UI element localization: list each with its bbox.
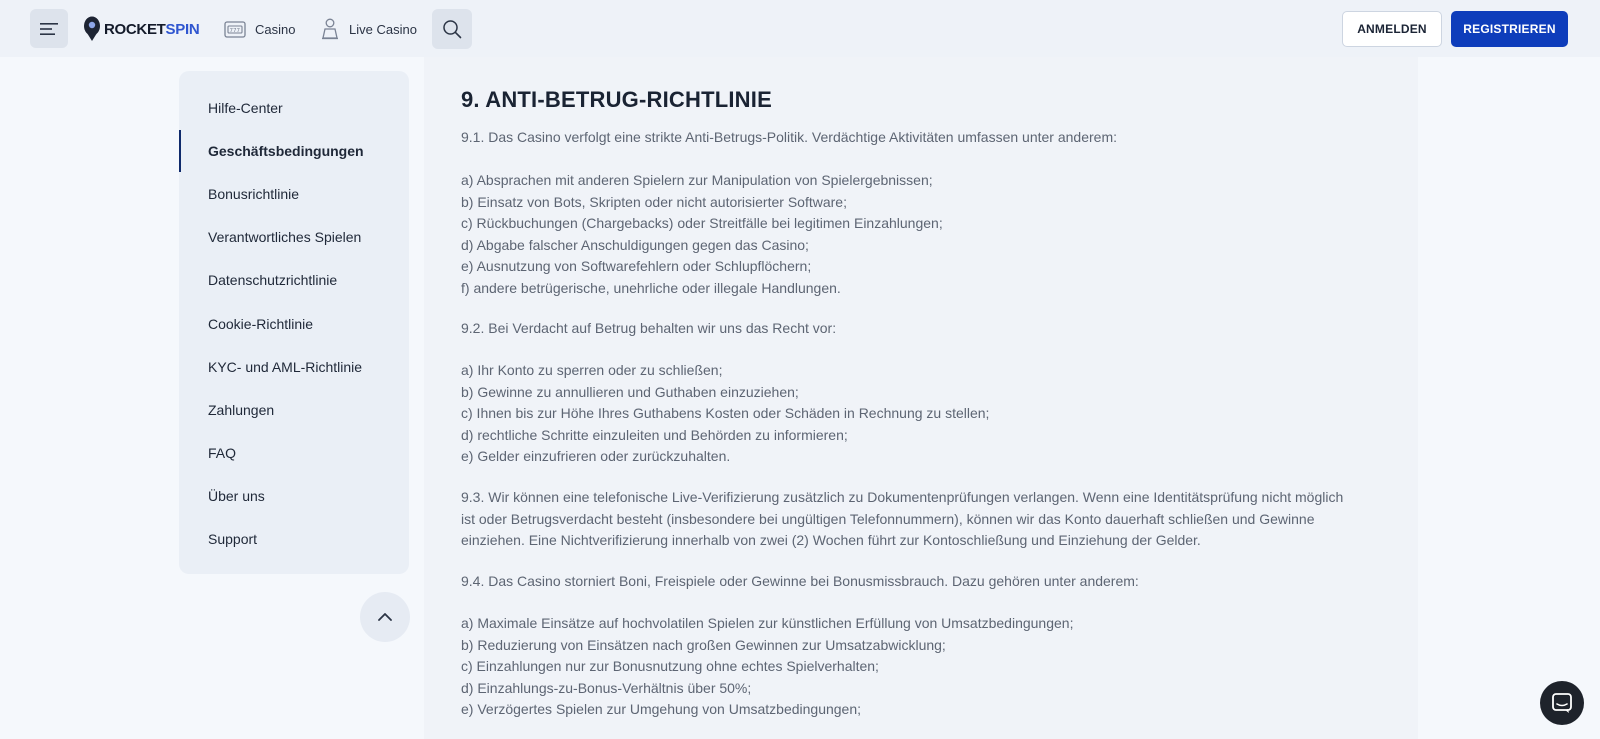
list-item: e) Ausnutzung von Softwarefehlern oder Schlupflöchern;: [461, 258, 812, 274]
terms-content: [424, 57, 1418, 739]
top-header: [0, 0, 1600, 57]
list-item: e) Gelder einzufrieren oder zurückzuhalten.: [461, 448, 731, 464]
help-sidebar: [179, 71, 409, 574]
list-item: b) Einsatz von Bots, Skripten oder nicht autorisierter Software;: [461, 193, 847, 210]
list-item: b) Gewinne zu annullieren und Guthaben einzuziehen;: [461, 383, 799, 400]
sidebar-item-faq[interactable]: FAQ: [208, 445, 237, 461]
list-9-1: [461, 170, 1371, 299]
sidebar-item-ueber-uns[interactable]: Über uns: [208, 488, 265, 504]
nav-casino[interactable]: [224, 16, 295, 42]
paragraph-9-2: [461, 318, 1371, 340]
chevron-up-icon: [377, 612, 393, 622]
search-icon: [442, 19, 462, 39]
chat-icon: [1551, 692, 1573, 714]
list-item: d) Einzahlungs-zu-Bonus-Verhältnis über 50%;: [461, 679, 752, 696]
login-button[interactable]: ANMELDEN: [1342, 11, 1442, 47]
paragraph-text: 9.4. Das Casino storniert Boni, Freispiele oder Gewinne bei Bonusmissbrauch. Dazu gehören unter anderem:: [461, 573, 1139, 589]
brand-name: ROCKETSPIN: [104, 20, 200, 38]
sidebar-item-bonusrichtlinie[interactable]: Bonusrichtlinie: [208, 186, 300, 202]
list-item: c) Ihnen bis zur Höhe Ihres Guthabens Kosten oder Schäden in Rechnung zu stellen;: [461, 405, 990, 421]
list-item: a) Absprachen mit anderen Spielern zur Manipulation von Spielergebnissen;: [461, 172, 933, 188]
paragraph-9-4: [461, 571, 1371, 593]
list-item: c) Rückbuchungen (Chargebacks) oder Streitfälle bei legitimen Einzahlungen;: [461, 215, 943, 231]
sidebar-item-kyc-aml[interactable]: KYC- und AML-Richtlinie: [208, 359, 363, 375]
scroll-to-top-button[interactable]: [360, 592, 410, 642]
menu-icon: [40, 22, 58, 36]
svg-text:777: 777: [229, 27, 240, 34]
paragraph-text: 9.1. Das Casino verfolgt eine strikte Anti-Betrugs-Politik. Verdächtige Aktivitäten umfassen unter anderem:: [461, 129, 1117, 145]
nav-casino-label: Casino: [255, 21, 296, 37]
search-button[interactable]: [432, 9, 472, 49]
list-item: c) Einzahlungen nur zur Bonusnutzung ohne echtes Spielverhalten;: [461, 658, 879, 674]
list-item: b) Reduzierung von Einsätzen nach großen Gewinnen zur Umsatzabwicklung;: [461, 636, 946, 653]
rocketspin-logo[interactable]: [83, 15, 199, 43]
chat-button[interactable]: [1540, 681, 1584, 725]
list-item: a) Maximale Einsätze auf hochvolatilen Spielen zur künstlichen Erfüllung von Umsatzbedingungen;: [461, 615, 1074, 631]
rocket-logo-icon: [83, 16, 101, 42]
slot-machine-icon: [224, 20, 246, 38]
list-item: a) Ihr Konto zu sperren oder zu schließen;: [461, 362, 723, 378]
list-item: d) Abgabe falscher Anschuldigungen gegen das Casino;: [461, 236, 809, 253]
sidebar-item-hilfe-center[interactable]: Hilfe-Center: [208, 100, 283, 116]
nav-live-casino[interactable]: [320, 16, 417, 42]
nav-live-casino-label: Live Casino: [349, 21, 417, 37]
sidebar-item-zahlungen[interactable]: Zahlungen: [208, 402, 275, 418]
section-title: 9. ANTI-BETRUG-RICHTLINIE: [461, 87, 772, 112]
list-9-4: [461, 613, 1371, 721]
sidebar-item-verantwortliches-spielen[interactable]: Verantwortliches Spielen: [208, 229, 362, 245]
paragraph-9-1: [461, 127, 1371, 149]
list-item: e) Verzögertes Spielen zur Umgehung von Umsatzbedingungen;: [461, 701, 862, 717]
paragraph-line: einziehen. Eine Nichtverifizierung innerhalb von zwei (2) Wochen führt zur Kontoschließung und Einziehung der Gelder.: [461, 532, 1201, 548]
list-item: f) andere betrügerische, unehrliche oder illegale Handlungen.: [461, 279, 841, 296]
sidebar-item-geschaeftsbedingungen[interactable]: Geschäftsbedingungen: [179, 130, 409, 172]
paragraph-line: ist oder Betrugsverdacht besteht (insbesondere bei ungültigen Telefonnummern), können wir das Konto dauerhaft schließen und Gewinne: [461, 510, 1315, 527]
paragraph-line: 9.3. Wir können eine telefonische Live-Verifizierung zusätzlich zu Dokumentenprüfungen verlangen. Wenn eine Identitätsprüfung nicht möglich: [461, 489, 1344, 505]
menu-button[interactable]: [30, 9, 68, 48]
paragraph-text: 9.2. Bei Verdacht auf Betrug behalten wir uns das Recht vor:: [461, 320, 837, 336]
register-button[interactable]: REGISTRIEREN: [1451, 11, 1568, 47]
sidebar-item-cookie-richtlinie[interactable]: Cookie-Richtlinie: [208, 316, 314, 332]
sidebar-item-datenschutzrichtlinie[interactable]: Datenschutzrichtlinie: [208, 272, 338, 288]
list-9-2: [461, 360, 1371, 468]
list-item: d) rechtliche Schritte einzuleiten und Behörden zu informieren;: [461, 426, 848, 443]
paragraph-9-3: [461, 487, 1371, 552]
sidebar-item-support[interactable]: Support: [208, 531, 258, 547]
dealer-icon: [320, 18, 340, 40]
